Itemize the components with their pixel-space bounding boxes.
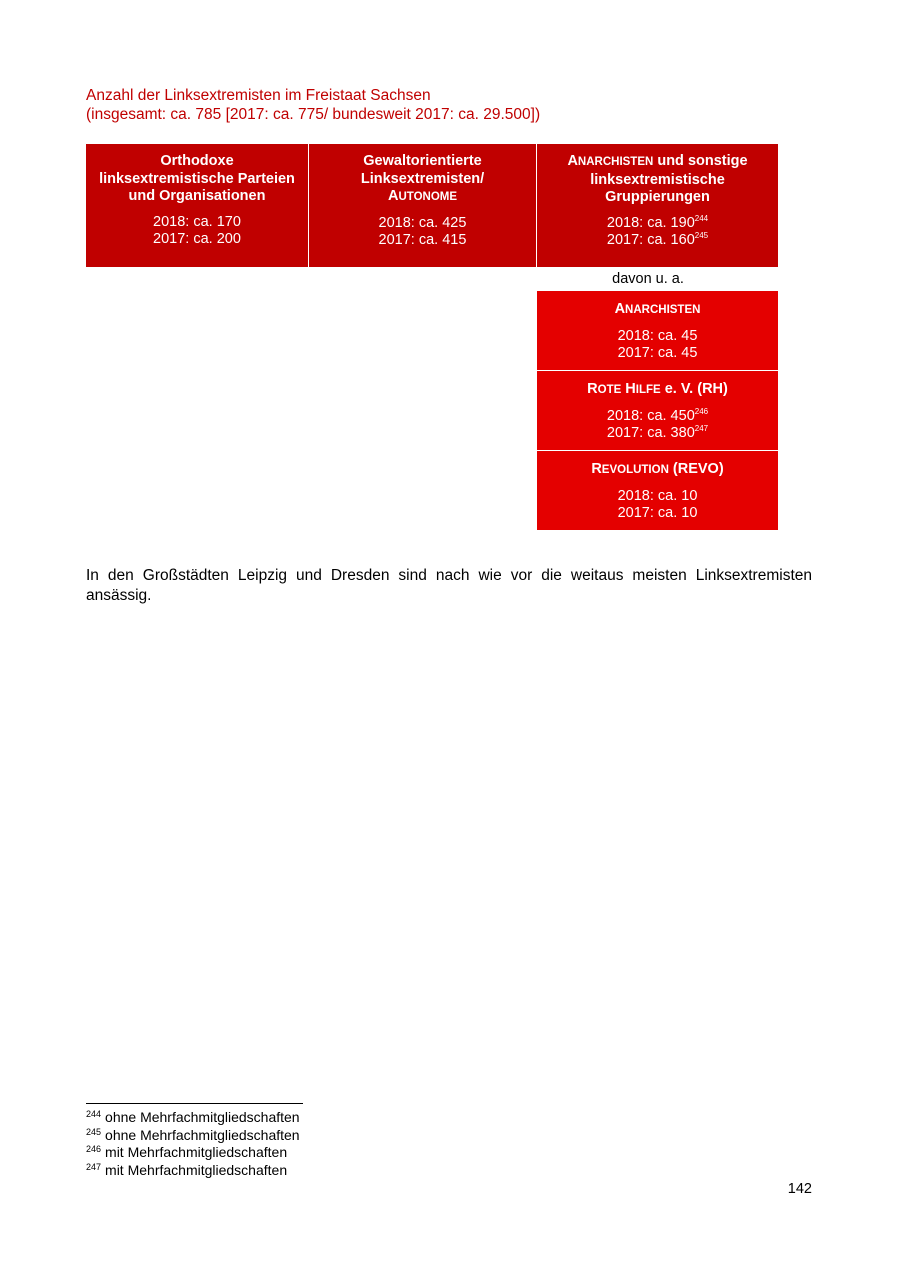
footnote-text: ohne Mehrfachmitgliedschaften	[105, 1126, 300, 1143]
footnote-text: mit Mehrfachmitgliedschaften	[105, 1161, 288, 1178]
value-text: 2018: ca. 190	[606, 214, 695, 231]
box-anarchisten-sonstige	[537, 144, 778, 267]
footnote-ref[interactable]: 247	[694, 424, 709, 433]
value-2018: 2018: ca. 170	[153, 213, 241, 230]
footnote-ref[interactable]: 246	[694, 406, 709, 416]
box-title	[537, 461, 778, 480]
box-title-line: Orthodoxe	[160, 153, 234, 169]
value-text: 2018: ca. 450	[606, 407, 695, 424]
box-gewaltorientierte	[309, 144, 536, 267]
box-values	[309, 215, 536, 250]
title-initial: R	[591, 461, 602, 477]
footnote-number: 246	[86, 1144, 102, 1154]
title-initial: R	[587, 381, 598, 397]
title-rest: e. V. (RH)	[660, 381, 728, 397]
box-anarchisten	[537, 291, 778, 370]
value-2017: 2017: ca. 45	[617, 345, 698, 361]
footnote-item	[86, 1144, 300, 1162]
box-title	[86, 153, 308, 206]
footnote-ref[interactable]: 245	[694, 231, 709, 240]
title-smallcaps: ILFE	[635, 384, 661, 396]
footnote-item	[86, 1162, 300, 1180]
footnote-ref[interactable]: 244	[694, 213, 709, 223]
box-title	[537, 381, 778, 400]
title-smallcaps: OTE	[597, 384, 622, 396]
value-2018: 2018: ca. 425	[378, 214, 467, 231]
box-title-line	[537, 153, 778, 172]
davon-label: davon u. a.	[612, 271, 684, 287]
footnote-text: mit Mehrfachmitgliedschaften	[105, 1144, 288, 1160]
page-heading	[86, 86, 540, 124]
heading-line-2: (insgesamt: ca. 785 [2017: ca. 775/ bundesweit 2017: ca. 29.500])	[86, 106, 541, 123]
box-title-line: und Organisationen	[128, 188, 266, 204]
value-2017: 2017: ca. 415	[378, 232, 467, 248]
box-title	[309, 153, 536, 207]
box-title-line	[309, 188, 536, 207]
value-2017	[537, 425, 778, 443]
title-initial: A	[387, 188, 399, 204]
box-revolution	[537, 451, 778, 530]
title-smallcaps: EVOLUTION	[601, 464, 669, 476]
title-initial: A	[567, 153, 578, 169]
title-smallcaps: UTONOME	[398, 191, 458, 203]
value-2018: 2018: ca. 10	[617, 487, 698, 504]
body-paragraph: In den Großstädten Leipzig und Dresden sind nach wie vor die weitaus meisten Linksextremisten ansässig.	[86, 567, 812, 604]
box-values	[537, 328, 778, 363]
footnote-text: ohne Mehrfachmitgliedschaften	[105, 1109, 300, 1125]
box-title	[537, 153, 778, 207]
box-title-line: Gewaltorientierte	[363, 153, 482, 169]
box-title-line: linksextremistische Parteien	[99, 170, 295, 187]
title-smallcaps: NARCHISTEN	[625, 304, 701, 316]
value-2017: 2017: ca. 200	[153, 231, 241, 247]
box-orthodoxe-parteien	[86, 144, 308, 267]
box-values	[537, 215, 778, 250]
value-2018: 2018: ca. 45	[617, 327, 698, 344]
box-title-line: linksextremistische	[590, 171, 725, 188]
box-title-line: Linksextremisten/	[360, 170, 485, 187]
box-values	[86, 214, 308, 249]
value-2017	[537, 232, 778, 250]
value-text: 2017: ca. 380	[606, 425, 695, 441]
title-rest: und sonstige	[653, 153, 748, 169]
value-2017: 2017: ca. 10	[617, 505, 698, 521]
title-smallcaps: NARCHISTEN	[577, 156, 654, 168]
box-title	[537, 301, 778, 320]
box-rote-hilfe	[537, 371, 778, 450]
heading-line-1: Anzahl der Linksextremisten im Freistaat Sachsen	[86, 87, 431, 104]
title-rest: (REVO)	[668, 461, 724, 477]
box-values	[537, 408, 778, 443]
footnote-item	[86, 1127, 300, 1145]
box-values	[537, 488, 778, 523]
title-initial: A	[614, 301, 626, 317]
value-2018	[537, 408, 778, 426]
footnote-divider	[86, 1103, 303, 1104]
box-title-line: Gruppierungen	[605, 189, 710, 205]
value-text: 2017: ca. 160	[606, 232, 695, 248]
footnote-number: 244	[86, 1109, 102, 1119]
title-initial: H	[621, 381, 636, 397]
footnotes	[86, 1109, 300, 1179]
value-2018	[537, 215, 778, 233]
page-number: 142	[787, 1181, 812, 1197]
footnote-item	[86, 1109, 300, 1127]
footnote-number: 247	[86, 1161, 102, 1172]
footnote-number: 245	[86, 1126, 102, 1137]
